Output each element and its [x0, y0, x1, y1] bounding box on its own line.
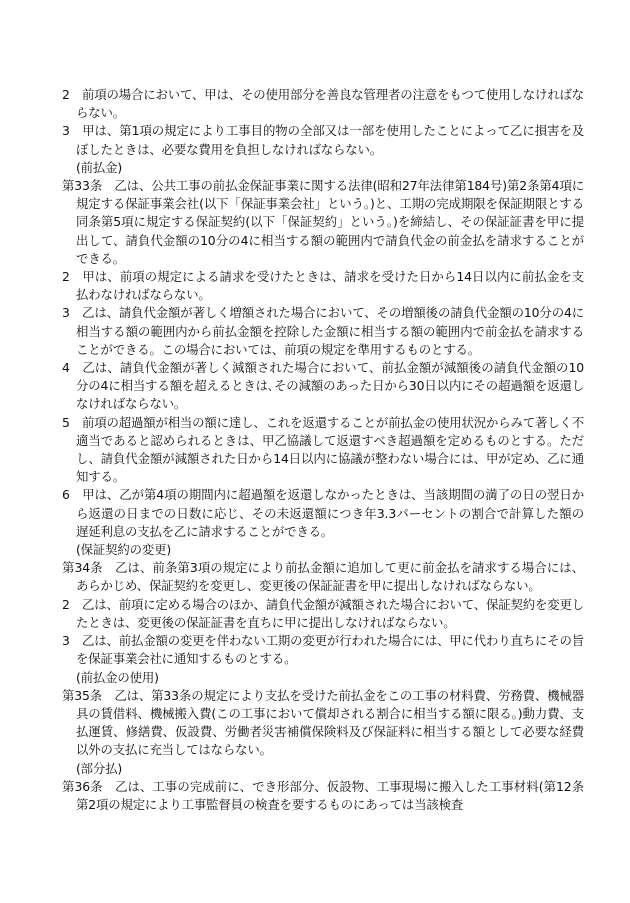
- article-33-paragraph-2: 2 甲は、前項の規定による請求を受けたときは、請求を受けた日から14日以内に前払金を支払わなければならない。: [62, 269, 584, 303]
- section-heading-advance-use: (前払金の使用): [76, 669, 159, 685]
- article-33-paragraph-4: 4 乙は、請負代金額が著しく減額された場合において、前払金額が減額後の請負代金額の10分の4に相当する額を超えるときは､その減額のあった日から30日以内にその超過額を返還しなければならない。: [62, 360, 584, 412]
- section-heading-partial-payment: (部分払): [76, 760, 123, 776]
- article-33: 第33条 乙は、公共工事の前払金保証事業に関する法律(昭和27年法律第184号)第2条第4項に規定する保証事業会社(以下「保証事業会社」という。)と、工期の完成期限を保証期限とする同条第5項に規定する保証契約(以下「保証契約」という。)を締結し、その保証証書を甲に提出して、請負代金額の10分の4に相当する額の範囲内で請負代金の前金払を請求することができる。: [62, 178, 584, 266]
- article-34: 第34条 乙は、前条第3項の規定により前払金額に追加して更に前金払を請求する場合には、あらかじめ、保証契約を変更し、変更後の保証証書を甲に提出しなければならない。: [62, 560, 584, 594]
- clause-32-paragraph-3: 3 甲は、第1項の規定により工事目的物の全部又は一部を使用したことによって乙に損害を及ぼしたときは、必要な費用を負担しなければならない。: [62, 123, 584, 157]
- article-33-paragraph-3: 3 乙は、請負代金額が著しく増額された場合において、その増額後の請負代金額の10分の4に相当する額の範囲内から前払金額を控除した金額に相当する額の範囲内で前金払を請求することができる。この場合においては、前項の規定を準用するものとする。: [62, 305, 584, 357]
- article-33-paragraph-5: 5 前項の超過額が相当の額に達し、これを返還することが前払金の使用状況からみて著しく不適当であると認められるときは、甲乙協議して返還すべき超過額を定めるものとする。ただし、請負代金額が減額された日から14日以内に協議が整わない場合には、甲が定め、乙に通知する。: [62, 414, 584, 485]
- clause-32-paragraph-2: 2 前項の場合において、甲は、その使用部分を善良な管理者の注意をもつて使用しなければならない。: [62, 87, 584, 121]
- article-34-paragraph-2: 2 乙は、前項に定める場合のほか、請負代金額が減額された場合において、保証契約を変更したときは、変更後の保証証書を直ちに甲に提出しなければならない。: [62, 596, 584, 630]
- section-heading-advance-payment: (前払金): [76, 159, 123, 175]
- article-35: 第35条 乙は、第33条の規定により支払を受けた前払金をこの工事の材料費、労務費、機械器具の賃借料、機械搬入費(この工事において償却される割合に相当する額に限る。)動力費、支払運賃、修繕費、仮設費、労働者災害補償保険料及び保証料に相当する額として必要な経費以外の支払に充当してはならない。: [62, 687, 584, 758]
- article-34-paragraph-3: 3 乙は、前払金額の変更を伴わない工期の変更が行われた場合には、甲に代わり直ちにその旨を保証事業会社に通知するものとする。: [62, 633, 584, 667]
- article-36: 第36条 乙は、工事の完成前に、でき形部分、仮設物、工事現場に搬入した工事材料(第12条第2項の規定により工事監督員の検査を要するものにあっては当該検査: [62, 778, 584, 812]
- article-33-paragraph-6: 6 甲は、乙が第4項の期間内に超過額を返還しなかったときは、当該期間の満了の日の翌日から返還の日までの日数に応じ、その未返還額につき年3.3パーセントの割合で計算した額の遅延利息の支払を乙に請求することができる。: [62, 487, 584, 539]
- section-heading-guarantee-change: (保証契約の変更): [76, 542, 172, 558]
- document-page: [62, 86, 584, 814]
